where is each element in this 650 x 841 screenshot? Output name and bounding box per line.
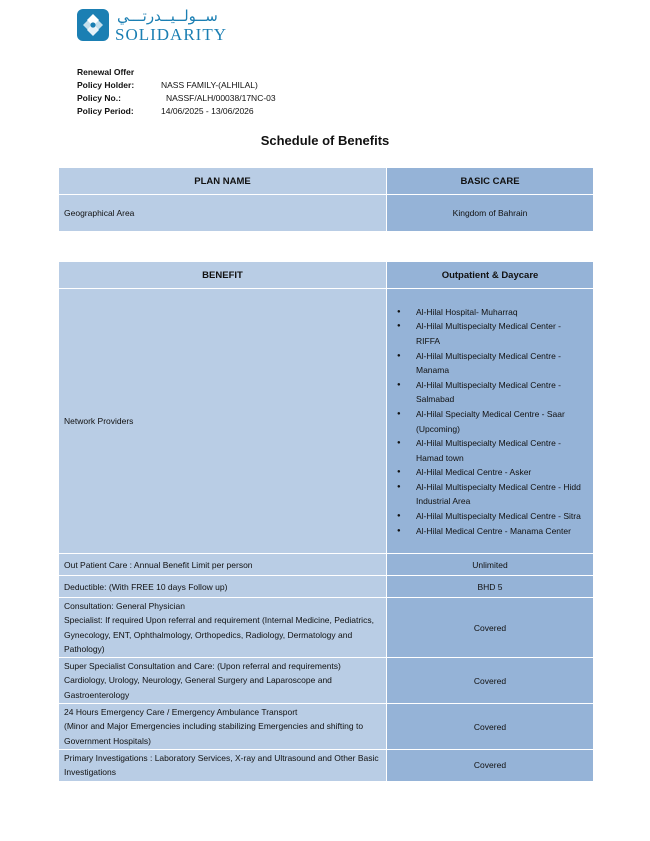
benefit-value: Covered [387, 598, 594, 658]
policy-period-row [77, 105, 276, 118]
benefit-label [59, 704, 387, 750]
benefit-label: Deductible: (With FREE 10 days Follow up) [59, 576, 387, 598]
benefit-label-line: Consultation: General Physician [64, 601, 185, 611]
geographical-area-row [59, 195, 594, 232]
benefit-label [59, 598, 387, 658]
plan-name-header: PLAN NAME [59, 168, 387, 195]
basic-care-header: BASIC CARE [387, 168, 594, 195]
logo-arabic-text: ســولــيــدرتـــي [117, 7, 218, 25]
provider-item: ● Al-Hilal Hospital- Muharraq [392, 305, 584, 320]
provider-item: ● Al-Hilal Multispecialty Medical Centre - Manama [392, 349, 584, 378]
policy-holder-row [77, 79, 276, 92]
logo-latin-text: SOLIDARITY [115, 25, 227, 44]
geographical-area-label: Geographical Area [59, 195, 387, 232]
benefit-label: Primary Investigations : Laboratory Services, X-ray and Ultrasound and Other Basic Investigations [59, 749, 387, 781]
network-providers-row [59, 289, 594, 554]
benefit-label-line: (Minor and Major Emergencies including stabilizing Emergencies and shifting to Government Hospitals) [64, 721, 364, 746]
provider-item: ● Al-Hilal Multispecialty Medical Centre - Salmabad [392, 378, 584, 407]
benefit-label: Out Patient Care : Annual Benefit Limit per person [59, 554, 387, 576]
policy-holder-value: NASS FAMILY-(ALHILAL) [161, 80, 258, 90]
plan-header-row [59, 168, 594, 195]
solidarity-logo-icon [77, 9, 109, 41]
policy-no-label: Policy No.: [77, 93, 121, 103]
provider-item: ● Al-Hilal Specialty Medical Centre - Saar (Upcoming) [392, 407, 584, 436]
table-row [59, 749, 594, 781]
table-row [59, 576, 594, 598]
provider-item: ● Al-Hilal Medical Centre - Asker [392, 465, 584, 480]
provider-list [392, 301, 588, 542]
doc-type [77, 66, 276, 79]
network-providers-cell [387, 289, 594, 554]
policy-period-label: Policy Period: [77, 106, 134, 116]
benefit-value: Covered [387, 749, 594, 781]
policy-no-value: NASSF/ALH/00038/17NC-03 [166, 93, 276, 103]
table-row [59, 554, 594, 576]
table-row [59, 704, 594, 750]
benefit-value: Unlimited [387, 554, 594, 576]
benefit-value: BHD 5 [387, 576, 594, 598]
policy-holder-label: Policy Holder: [77, 80, 135, 90]
benefit-value: Covered [387, 704, 594, 750]
provider-item: ● Al-Hilal Medical Centre - Manama Center [392, 524, 584, 539]
benefit-header: BENEFIT [59, 262, 387, 289]
plan-table [58, 167, 594, 232]
policy-no-row [77, 92, 276, 105]
table-row [59, 658, 594, 704]
benefit-label-line: Specialist: If required Upon referral and requirement (Internal Medicine, Pediatrics, Gynecology, ENT, Ophthalmology, Orthopedics, Radiology, Dermatology and Pathology) [64, 615, 374, 654]
benefits-header-row [59, 262, 594, 289]
provider-item: ● Al-Hilal Multispecialty Medical Center - RIFFA [392, 319, 584, 348]
outpatient-daycare-header: Outpatient & Daycare [387, 262, 594, 289]
benefit-label-line: 24 Hours Emergency Care / Emergency Ambulance Transport [64, 707, 298, 718]
benefit-label: Super Specialist Consultation and Care: (Upon referral and requirements) Cardiology, Urology, Neurology, General Surgery and Laparoscope and Gastroenterology [59, 658, 387, 704]
provider-item: ● Al-Hilal Multispecialty Medical Centre - Hidd Industrial Area [392, 480, 584, 509]
benefits-table [58, 261, 594, 782]
page-title: Schedule of Benefits [260, 133, 390, 148]
doc-type-label: Renewal Offer [77, 67, 135, 77]
table-row [59, 598, 594, 658]
policy-period-value: 14/06/2025 - 13/06/2026 [161, 106, 254, 116]
provider-item: ● Al-Hilal Multispecialty Medical Centre - Hamad town [392, 436, 584, 465]
network-providers-label: Network Providers [59, 289, 387, 554]
benefit-value: Covered [387, 658, 594, 704]
policy-meta [77, 66, 276, 118]
solidarity-logo [77, 9, 247, 43]
geographical-area-value: Kingdom of Bahrain [387, 195, 594, 232]
provider-item: ● Al-Hilal Multispecialty Medical Centre - Sitra [392, 509, 584, 524]
